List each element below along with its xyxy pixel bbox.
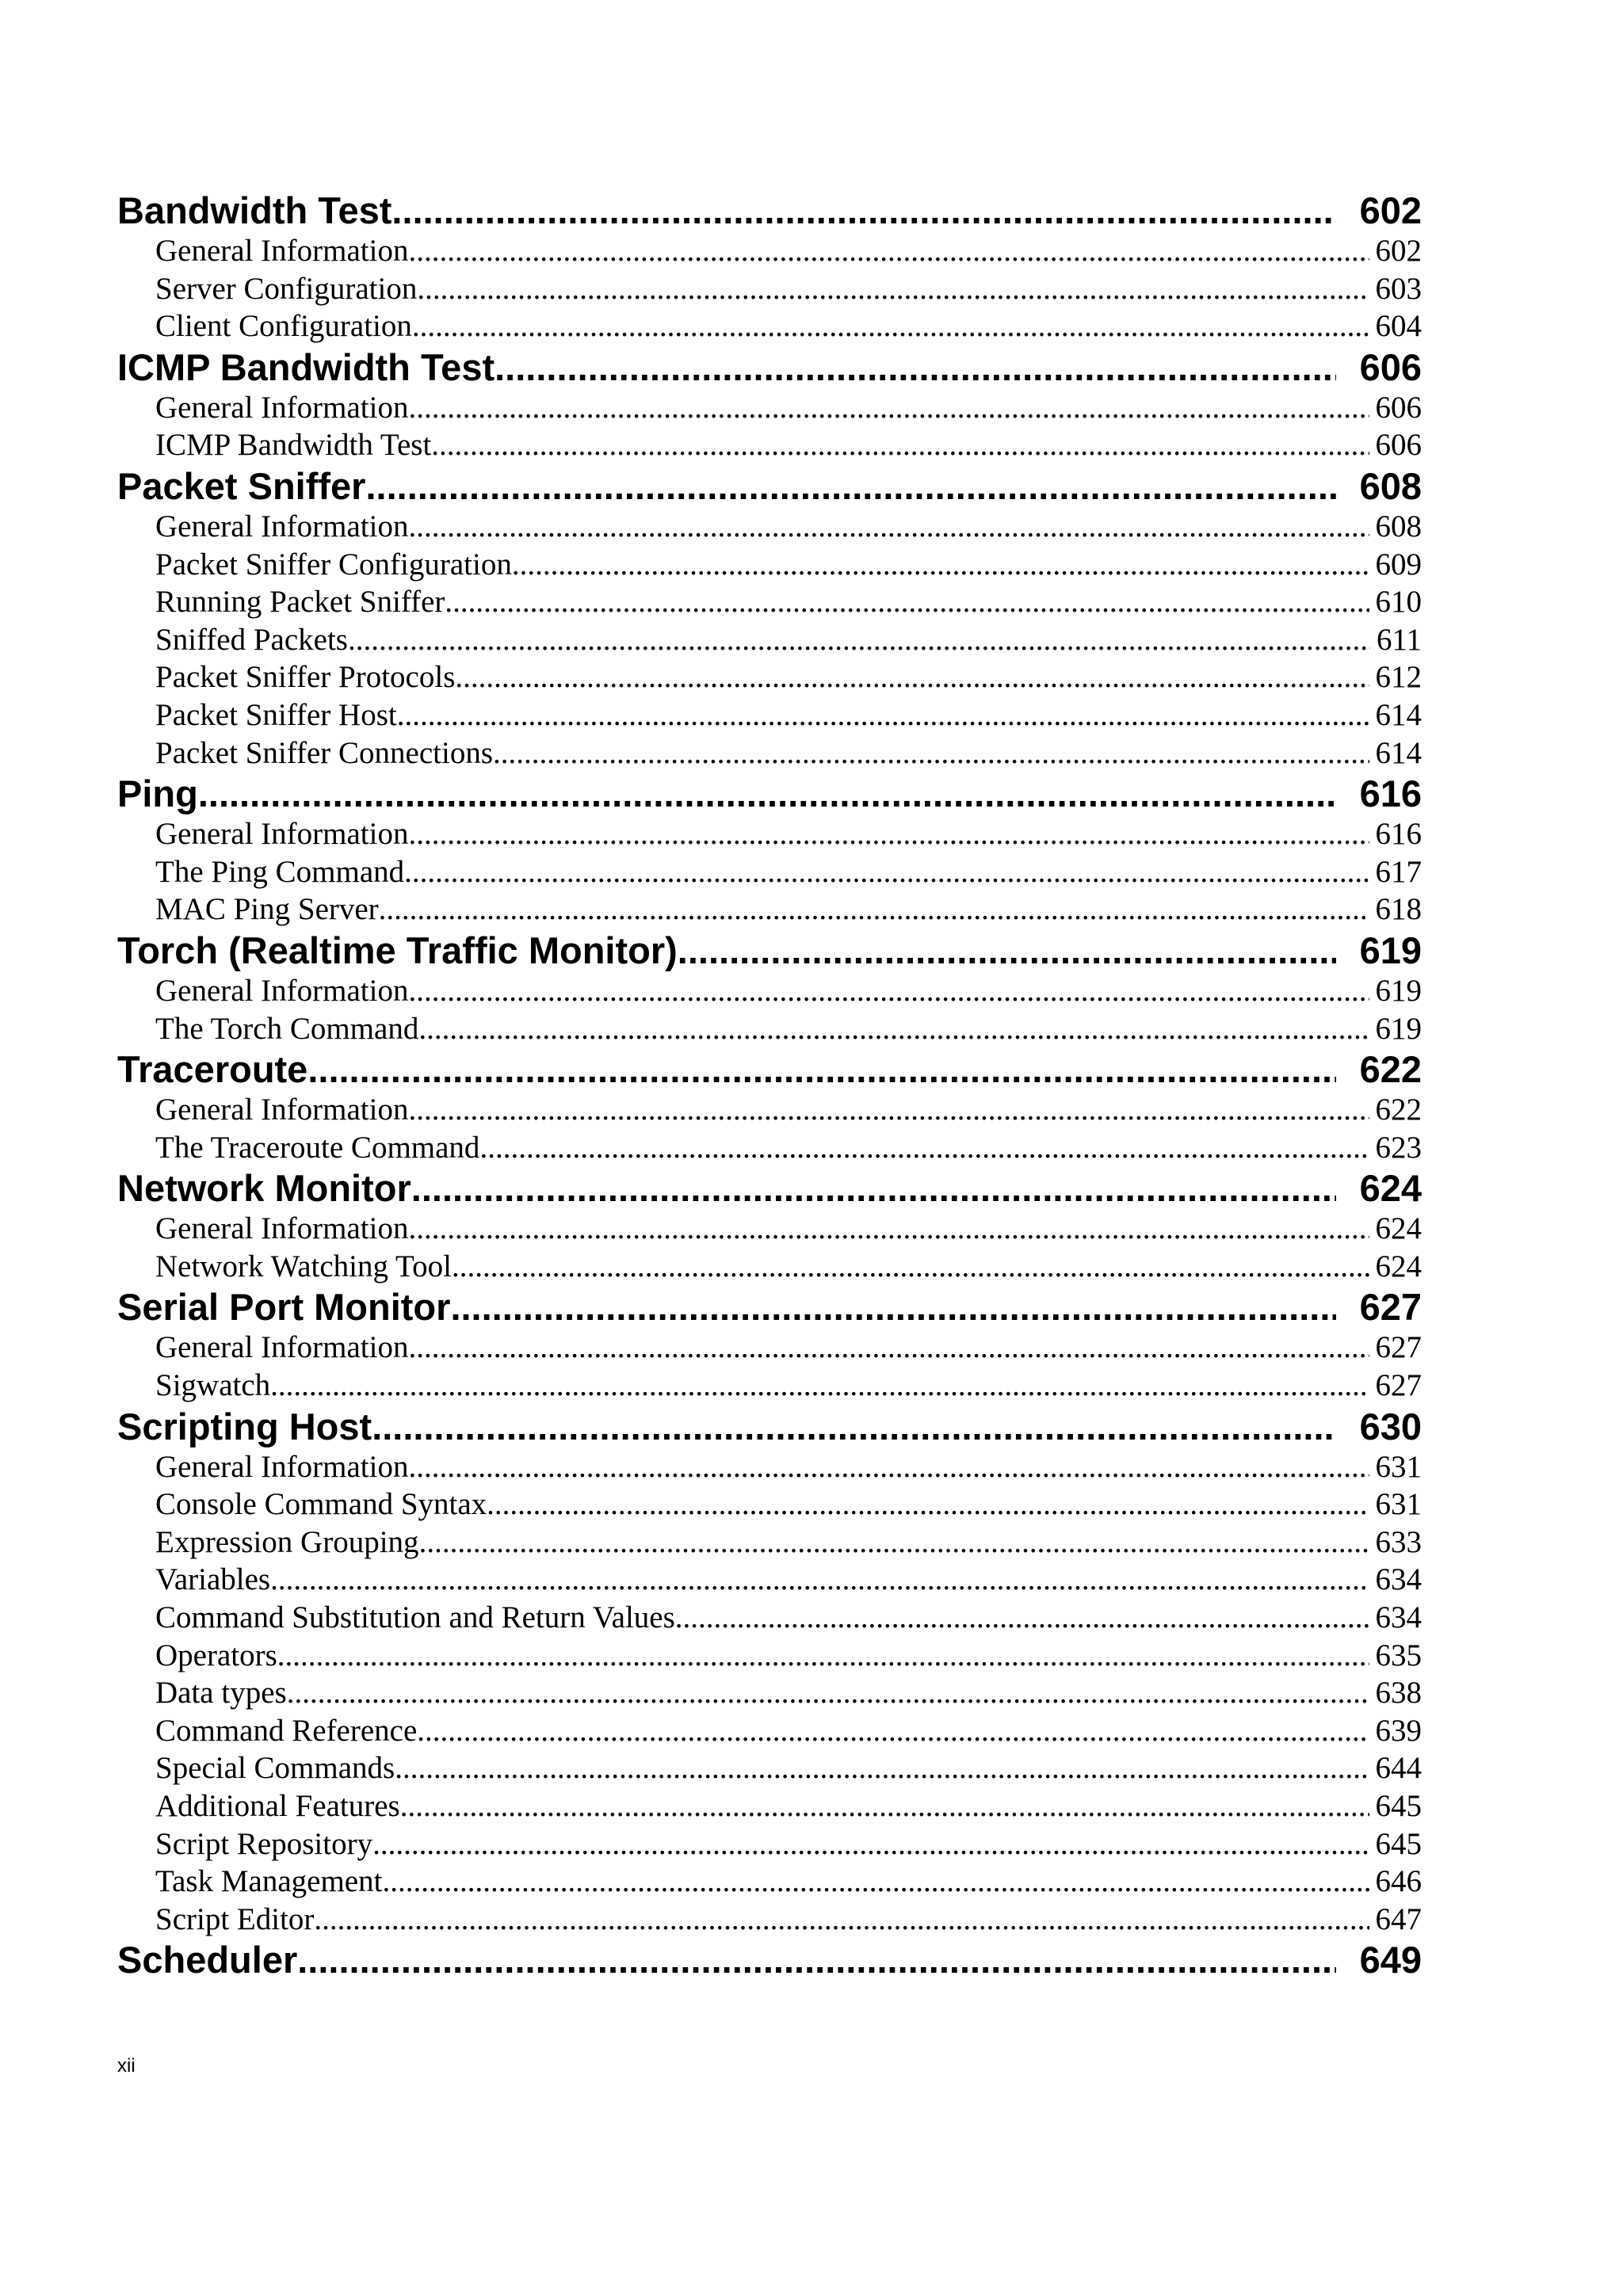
toc-section [155, 1674, 1422, 1712]
toc-chapter-page: 624 [1359, 1167, 1422, 1210]
toc-section [155, 1524, 1422, 1562]
dot-leader [675, 1599, 1369, 1637]
toc-section-title: Packet Sniffer Configuration [155, 547, 512, 582]
dot-leader [455, 658, 1369, 696]
dot-leader [450, 1285, 1335, 1329]
toc-chapter [117, 1166, 1422, 1210]
toc-section-page: 647 [1375, 1901, 1422, 1936]
toc-section-title: Packet Sniffer Host [155, 697, 397, 732]
toc-chapter-page: 630 [1359, 1405, 1422, 1447]
dot-leader [412, 307, 1369, 345]
toc-section-title: ICMP Bandwidth Test [155, 428, 432, 463]
toc-section-page: 631 [1375, 1449, 1422, 1484]
dot-leader [408, 1448, 1369, 1486]
toc-section-title: Packet Sniffer Connections [155, 735, 494, 770]
dot-leader [408, 815, 1369, 853]
toc-section [155, 307, 1422, 345]
toc-section [155, 1901, 1422, 1939]
toc-section [155, 734, 1422, 772]
toc-section [155, 1599, 1422, 1637]
toc-chapter-title: Ping [117, 772, 198, 815]
dot-leader [391, 189, 1335, 232]
toc-section [155, 1367, 1422, 1405]
toc-chapter-title: Packet Sniffer [117, 464, 366, 507]
toc-section-title: Console Command Syntax [155, 1487, 487, 1522]
toc-section [155, 696, 1422, 734]
dot-leader [297, 1938, 1335, 1981]
toc-section [155, 972, 1422, 1010]
dot-leader [408, 972, 1369, 1010]
dot-leader [493, 734, 1369, 772]
toc-section [155, 1825, 1422, 1863]
dot-leader [397, 696, 1369, 734]
toc-chapter-page: 608 [1359, 464, 1422, 507]
toc-section-page: 634 [1375, 1600, 1422, 1635]
toc-chapter-title: Scheduler [117, 1939, 298, 1981]
toc-section-title: Special Commands [155, 1751, 395, 1786]
toc-section-page: 633 [1375, 1524, 1422, 1559]
toc-section [155, 815, 1422, 853]
toc-chapter [117, 189, 1422, 232]
toc-chapter-title: ICMP Bandwidth Test [117, 345, 495, 388]
toc-section-title: Command Reference [155, 1713, 418, 1748]
dot-leader [431, 426, 1369, 464]
toc-section-page: 638 [1375, 1676, 1422, 1711]
toc-section-title: Client Configuration [155, 309, 412, 344]
toc-section-title: Packet Sniffer Protocols [155, 660, 456, 695]
toc-section-page: 606 [1375, 390, 1422, 425]
toc-section-title: Additional Features [155, 1789, 400, 1823]
toc-section-title: Sigwatch [155, 1368, 271, 1403]
toc-section-page: 614 [1375, 697, 1422, 732]
toc-section-title: General Information [155, 817, 409, 852]
toc-section-page: 602 [1375, 234, 1422, 268]
dot-leader [408, 232, 1369, 270]
toc-chapter-title: Scripting Host [117, 1405, 372, 1447]
toc-section-page: 619 [1375, 1011, 1422, 1046]
toc-chapter-page: 606 [1359, 345, 1422, 388]
toc-section [155, 1010, 1422, 1048]
dot-leader [365, 464, 1335, 508]
dot-leader [495, 345, 1335, 389]
toc-section-title: The Torch Command [155, 1011, 419, 1046]
dot-leader [382, 1863, 1369, 1901]
toc-chapter [117, 345, 1422, 389]
toc-section [155, 508, 1422, 546]
toc-section [155, 853, 1422, 891]
toc-section-page: 611 [1376, 622, 1422, 657]
dot-leader [270, 1561, 1369, 1599]
toc-section-page: 631 [1375, 1487, 1422, 1522]
toc-chapter [117, 464, 1422, 508]
dot-leader [198, 772, 1336, 815]
toc-section [155, 1863, 1422, 1901]
dot-leader [408, 1210, 1369, 1248]
dot-leader [512, 546, 1369, 584]
dot-leader [400, 1787, 1369, 1825]
toc-section [155, 1210, 1422, 1248]
dot-leader [479, 1129, 1369, 1167]
toc-chapter-title: Bandwidth Test [117, 189, 392, 231]
toc-section [155, 546, 1422, 584]
toc-section-page: 618 [1375, 892, 1422, 927]
toc-chapter-page: 602 [1359, 189, 1422, 231]
toc-section [155, 658, 1422, 696]
toc-section-page: 627 [1375, 1330, 1422, 1365]
dot-leader [395, 1749, 1369, 1787]
toc-section-page: 634 [1375, 1562, 1422, 1597]
toc-section-title: Script Repository [155, 1826, 373, 1861]
toc-chapter-page: 619 [1359, 929, 1422, 971]
toc-section [155, 270, 1422, 308]
dot-leader [408, 508, 1369, 546]
dot-leader [314, 1901, 1369, 1939]
dot-leader [372, 1825, 1369, 1863]
toc-section-page: 612 [1375, 660, 1422, 695]
toc-chapter-page: 649 [1359, 1939, 1422, 1981]
toc-section [155, 1637, 1422, 1675]
toc-chapter-title: Torch (Realtime Traffic Monitor) [117, 929, 678, 971]
toc-section [155, 1486, 1422, 1524]
dot-leader [348, 621, 1370, 659]
toc-section-page: 614 [1375, 735, 1422, 770]
dot-leader [678, 929, 1336, 972]
toc-section-page: 608 [1375, 509, 1422, 543]
toc-section [155, 1749, 1422, 1787]
toc-section-title: General Information [155, 1093, 409, 1127]
toc-section [155, 1329, 1422, 1367]
toc-chapter-title: Traceroute [117, 1048, 308, 1091]
toc-section [155, 583, 1422, 621]
toc-section-title: General Information [155, 1449, 409, 1484]
dot-leader [408, 1091, 1369, 1129]
page-number: xii [117, 2055, 136, 2077]
dot-leader [287, 1674, 1369, 1712]
toc-section [155, 891, 1422, 929]
toc-section [155, 1712, 1422, 1750]
toc-section-title: Operators [155, 1638, 277, 1672]
toc-section-title: General Information [155, 509, 409, 543]
dot-leader [411, 1166, 1336, 1210]
toc-chapter-page: 616 [1359, 772, 1422, 815]
toc-section-page: 624 [1375, 1211, 1422, 1246]
toc-section [155, 1129, 1422, 1167]
toc-chapter [117, 1938, 1422, 1981]
toc-section-page: 619 [1375, 973, 1422, 1008]
toc-section-page: 609 [1375, 547, 1422, 582]
dot-leader [408, 389, 1369, 427]
toc-chapter-title: Serial Port Monitor [117, 1286, 451, 1329]
toc-section-title: Network Watching Tool [155, 1249, 452, 1283]
toc-section-title: Task Management [155, 1864, 383, 1899]
toc-section-title: Variables [155, 1562, 271, 1597]
toc-section-page: 645 [1375, 1826, 1422, 1861]
toc-section-page: 616 [1375, 817, 1422, 852]
toc-section [155, 1448, 1422, 1486]
dot-leader [418, 1010, 1369, 1048]
toc-section [155, 1787, 1422, 1825]
toc-chapter [117, 1405, 1422, 1448]
toc-section-title: General Information [155, 234, 409, 268]
toc-section-page: 603 [1375, 271, 1422, 306]
toc-section-title: Data types [155, 1676, 287, 1711]
dot-leader [452, 1248, 1369, 1286]
dot-leader [417, 270, 1369, 308]
toc-chapter [117, 1285, 1422, 1329]
toc-chapter [117, 1047, 1422, 1091]
toc-section [155, 1561, 1422, 1599]
toc-section-page: 635 [1375, 1638, 1422, 1672]
toc-section-page: 604 [1375, 309, 1422, 344]
toc-section-page: 644 [1375, 1751, 1422, 1786]
toc-section-title: General Information [155, 973, 409, 1008]
dot-leader [419, 1524, 1369, 1562]
toc-chapter-page: 622 [1359, 1048, 1422, 1091]
toc-section [155, 389, 1422, 427]
toc-section [155, 426, 1422, 464]
dot-leader [270, 1367, 1369, 1405]
toc-section-title: Running Packet Sniffer [155, 585, 445, 620]
toc-section-title: General Information [155, 390, 409, 425]
toc-section-page: 646 [1375, 1864, 1422, 1899]
toc-section-page: 627 [1375, 1368, 1422, 1403]
dot-leader [417, 1712, 1369, 1750]
dot-leader [307, 1047, 1335, 1091]
toc-section-page: 639 [1375, 1713, 1422, 1748]
toc-chapter [117, 772, 1422, 815]
dot-leader [404, 853, 1369, 891]
toc-section [155, 232, 1422, 270]
toc-section [155, 1091, 1422, 1129]
toc-section-title: The Traceroute Command [155, 1130, 480, 1165]
toc-section-page: 622 [1375, 1093, 1422, 1127]
toc-section-title: The Ping Command [155, 854, 405, 889]
table-of-contents [117, 189, 1422, 1981]
dot-leader [277, 1637, 1369, 1675]
toc-section-title: General Information [155, 1211, 409, 1246]
toc-chapter-title: Network Monitor [117, 1167, 411, 1210]
toc-chapter-page: 627 [1359, 1286, 1422, 1329]
toc-section [155, 621, 1422, 659]
toc-section-title: Command Substitution and Return Values [155, 1600, 675, 1635]
toc-chapter [117, 929, 1422, 972]
dot-leader [487, 1486, 1369, 1524]
toc-section-title: MAC Ping Server [155, 892, 379, 927]
dot-leader [445, 583, 1369, 621]
toc-section-title: Sniffed Packets [155, 622, 348, 657]
toc-section-page: 606 [1375, 428, 1422, 463]
toc-section-page: 610 [1375, 585, 1422, 620]
dot-leader [408, 1329, 1369, 1367]
dot-leader [379, 891, 1369, 929]
toc-section-title: Expression Grouping [155, 1524, 419, 1559]
toc-section [155, 1248, 1422, 1286]
toc-section-page: 623 [1375, 1130, 1422, 1165]
toc-section-page: 624 [1375, 1249, 1422, 1283]
toc-section-page: 617 [1375, 854, 1422, 889]
toc-section-page: 645 [1375, 1789, 1422, 1823]
toc-section-title: General Information [155, 1330, 409, 1365]
toc-section-title: Script Editor [155, 1901, 315, 1936]
toc-section-title: Server Configuration [155, 271, 418, 306]
dot-leader [372, 1405, 1335, 1448]
